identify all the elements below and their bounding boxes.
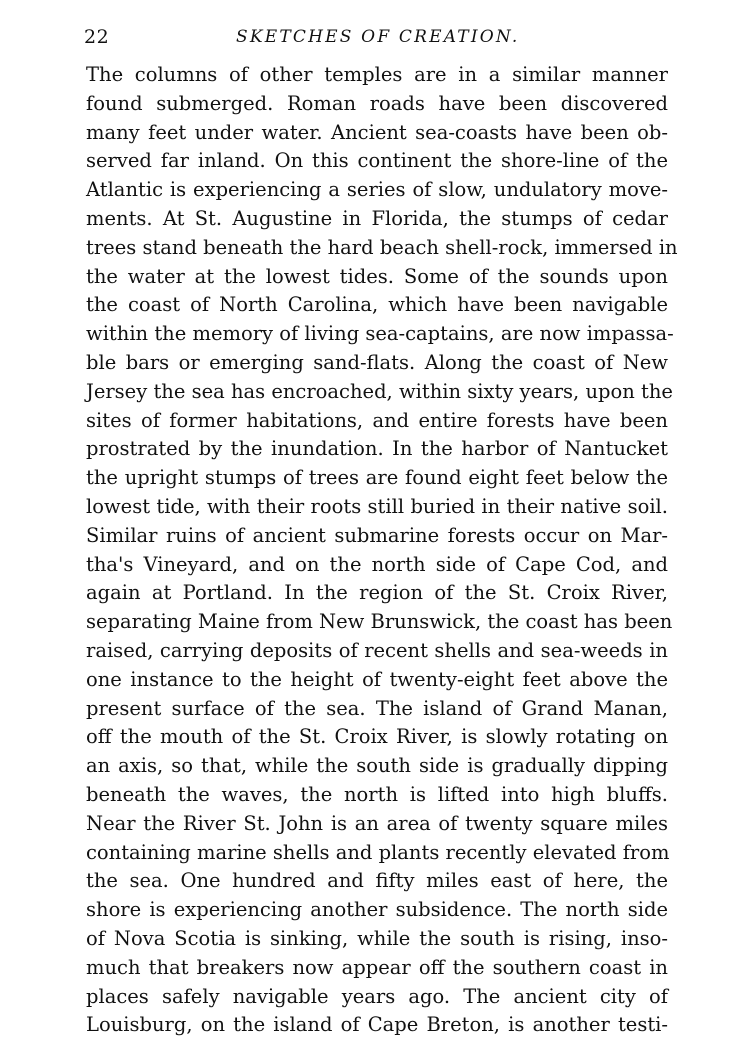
- text-line: prostrated by the inundation. In the harbor of Nantucket: [86, 437, 668, 461]
- text-line: tha's Vineyard, and on the north side of Cape Cod, and: [86, 552, 668, 576]
- text-line: the water at the lowest tides. Some of the sounds upon: [86, 264, 668, 288]
- text-line: much that breakers now appear off the southern coast in: [86, 955, 668, 979]
- text-line: the upright stumps of trees are found eight feet below the: [86, 466, 668, 490]
- text-line: containing marine shells and plants recently elevated from: [86, 840, 670, 864]
- text-line: again at Portland. In the region of the St. Croix River,: [86, 581, 668, 605]
- text-line: within the memory of living sea-captains, are now impassa-: [86, 322, 674, 346]
- page-number: 22: [84, 26, 110, 48]
- body-text: [86, 61, 678, 1040]
- text-line: Jersey the sea has encroached, within sixty years, upon the: [86, 379, 673, 403]
- text-line: raised, carrying deposits of recent shells and sea-weeds in: [86, 638, 668, 662]
- text-line: ble bars or emerging sand-flats. Along the coast of New: [86, 350, 668, 374]
- text-line: beneath the waves, the north is lifted into high bluffs.: [86, 782, 668, 806]
- text-line: lowest tide, with their roots still buried in their native soil.: [86, 494, 668, 518]
- text-line: present surface of the sea. The island of Grand Manan,: [86, 696, 668, 720]
- text-line: found submerged. Roman roads have been discovered: [86, 91, 668, 115]
- text-line: Similar ruins of ancient submarine forests occur on Mar-: [86, 523, 668, 547]
- text-line: off the mouth of the St. Croix River, is slowly rotating on: [86, 725, 668, 749]
- text-line: separating Maine from New Brunswick, the coast has been: [86, 610, 673, 634]
- text-line: places safely navigable years ago. The ancient city of: [86, 984, 668, 1008]
- text-line: one instance to the height of twenty-eight feet above the: [86, 667, 668, 691]
- text-line: The columns of other temples are in a similar manner: [86, 63, 668, 86]
- text-line: Louisburg, on the island of Cape Breton, is another testi-: [86, 1013, 668, 1037]
- text-line: trees stand beneath the hard beach shell-rock, immersed in: [86, 235, 678, 259]
- text-line: served far inland. On this continent the shore-line of the: [86, 149, 668, 173]
- text-line: the coast of North Carolina, which have been navigable: [86, 293, 668, 317]
- running-head: SKETCHES OF CREATION.: [236, 27, 520, 47]
- text-line: an axis, so that, while the south side is gradually dipping: [86, 754, 668, 778]
- text-line: the sea. One hundred and fifty miles east of here, the: [86, 869, 668, 893]
- text-line: ments. At St. Augustine in Florida, the stumps of cedar: [86, 206, 668, 230]
- page-header: [84, 22, 684, 52]
- text-line: shore is experiencing another subsidence. The north side: [86, 898, 668, 922]
- text-line: Near the River St. John is an area of twenty square miles: [86, 811, 668, 835]
- text-line: sites of former habitations, and entire forests have been: [86, 408, 668, 432]
- text-line: many feet under water. Ancient sea-coasts have been ob-: [86, 120, 668, 144]
- text-line: of Nova Scotia is sinking, while the south is rising, inso-: [86, 926, 668, 950]
- text-line: Atlantic is experiencing a series of slow, undulatory move-: [86, 178, 668, 202]
